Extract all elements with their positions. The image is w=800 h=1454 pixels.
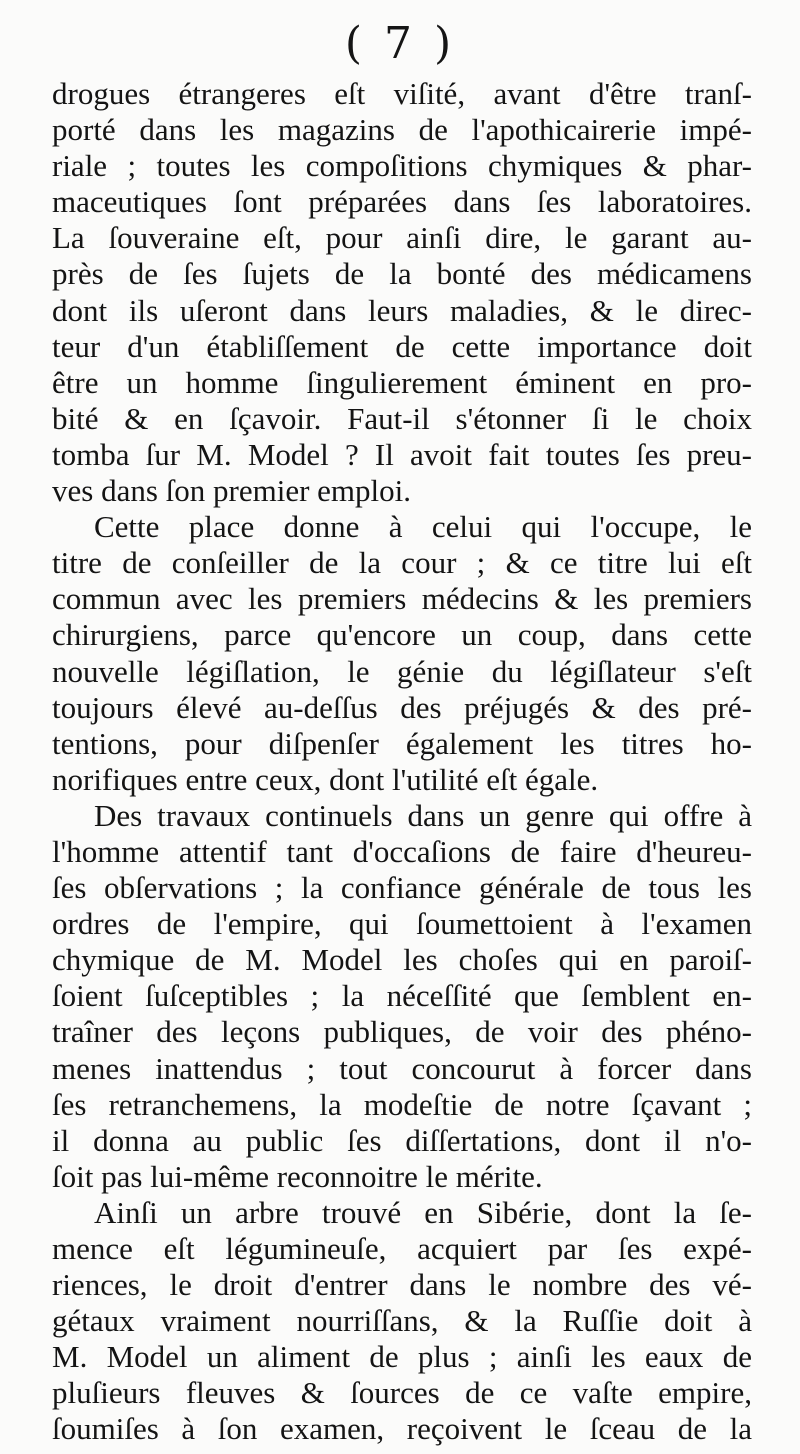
text-line: mence eſt légumineuſe, acquiert par ſes expé- [52, 1231, 752, 1266]
text-line: Des travaux continuels dans un genre qui offre à [94, 797, 752, 833]
text-line: gétaux vraiment nourriſſans, & la Ruſſie doit à [52, 1303, 752, 1339]
text-line: chirurgiens, parce qu'encore un coup, dans cette [52, 617, 752, 653]
text-line: être un homme ſingulierement éminent en pro- [52, 364, 752, 400]
text-line: riences, le droit d'entrer dans le nombre des vé- [52, 1267, 752, 1303]
text-line: ſoumiſes à ſon examen, reçoivent le ſceau de la [52, 1411, 752, 1447]
page-number: ( 7 ) [344, 18, 456, 69]
text-line: nouvelle légiſlation, le génie du légiſlateur s'eſt [52, 653, 752, 689]
text-line: l'homme attentif tant d'occaſions de faire d'heureu- [52, 833, 752, 869]
text-line: il donna au public ſes diſſertations, dont il n'o- [52, 1122, 752, 1158]
text-line: ordres de l'empire, qui ſoumettoient à l'examen [52, 906, 752, 942]
text-line: Ainſi un arbre trouvé en Sibérie, dont la ſe- [94, 1194, 752, 1230]
text-line: Cette place donne à celui qui l'occupe, le [94, 509, 752, 545]
text-line: près de ſes ſujets de la bonté des médicamens [52, 256, 752, 292]
text-line: commun avec les premiers médecins & les premiers [52, 581, 752, 617]
text-line: M. Model un aliment de plus ; ainſi les eaux de [52, 1339, 752, 1375]
text-line: maceutiques ſont préparées dans ſes laboratoires. [52, 184, 752, 220]
text-line: ves dans ſon premier emploi. [52, 473, 411, 509]
text-line: riale ; toutes les compoſitions chymiques & phar- [52, 148, 752, 184]
text-line: La ſouveraine eſt, pour ainſi dire, le garant au- [52, 220, 752, 256]
text-line: drogues étrangeres eſt viſité, avant d'être tranſ- [52, 76, 752, 111]
text-line: menes inattendus ; tout concourut à forcer dans [52, 1050, 752, 1086]
text-line: tomba ſur M. Model ? Il avoit fait toutes ſes preu- [52, 436, 752, 472]
text-line: ſoient ſuſceptibles ; la néceſſité que ſemblent en- [52, 978, 752, 1014]
text-line: chymique de M. Model les choſes qui en paroiſ- [52, 942, 752, 978]
text-line: porté dans les magazins de l'apothicairerie impé- [52, 112, 752, 148]
text-line: dont ils uſeront dans leurs maladies, & le direc- [52, 292, 752, 328]
text-line: toujours élevé au-deſſus des préjugés & des pré- [52, 689, 752, 725]
text-line: ſoit pas lui-même reconnoitre le mérite. [52, 1158, 543, 1194]
text-line: teur d'un établiſſement de cette importance doit [52, 328, 752, 364]
text-line: norifiques entre ceux, dont l'utilité eſt égale. [52, 761, 599, 797]
text-line: traîner des leçons publiques, de voir des phéno- [52, 1014, 752, 1050]
text-line: bité & en ſçavoir. Faut-il s'étonner ſi le choix [52, 400, 752, 436]
body-text [52, 76, 752, 1448]
text-line: ſes obſervations ; la confiance générale de tous les [52, 870, 752, 906]
text-line: titre de conſeiller de la cour ; & ce titre lui eſt [52, 545, 752, 581]
text-line: pluſieurs fleuves & ſources de ce vaſte empire, [52, 1375, 752, 1411]
text-line: tentions, pour diſpenſer également les titres ho- [52, 725, 752, 761]
text-line: ſes retranchemens, la modeſtie de notre ſçavant ; [52, 1086, 752, 1122]
